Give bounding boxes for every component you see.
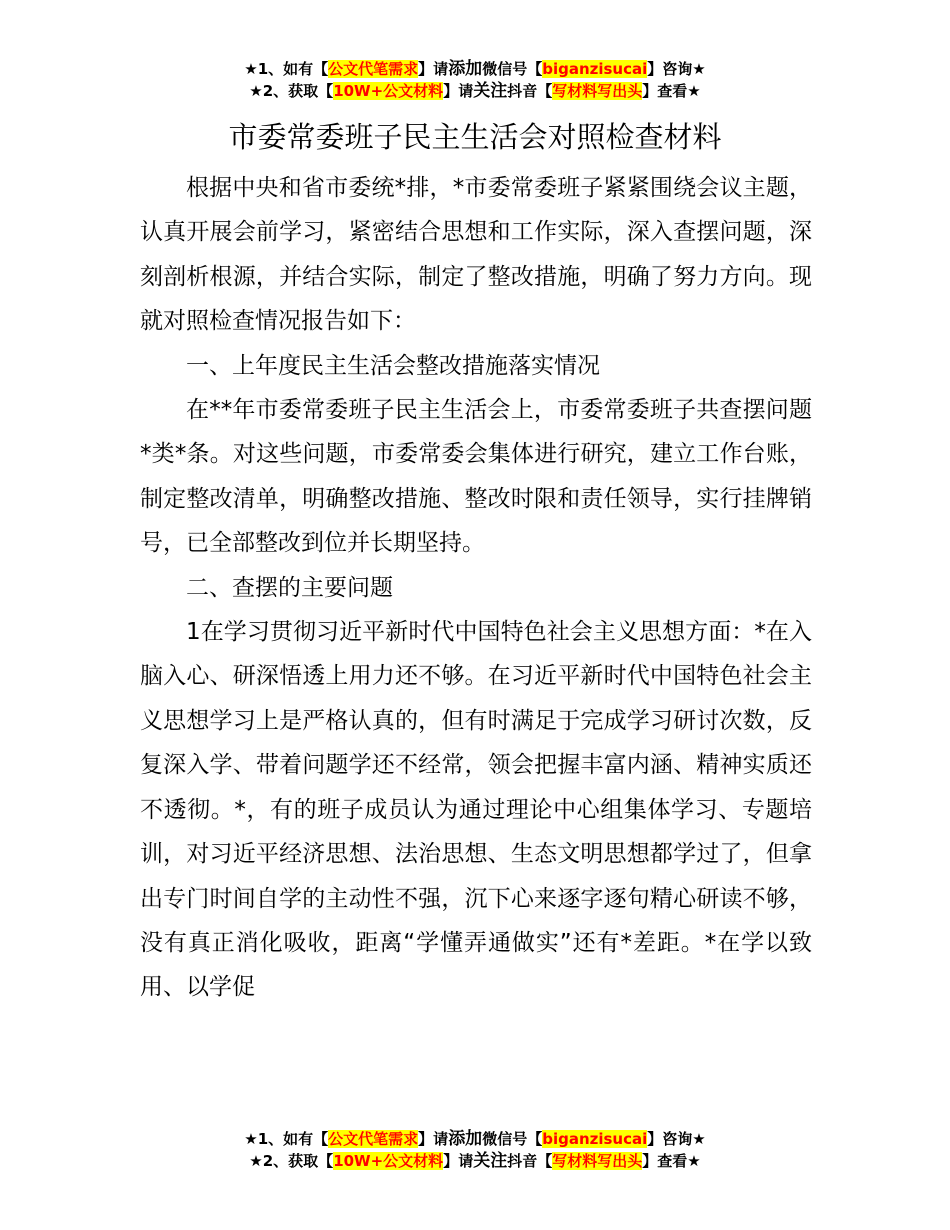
banner-text: 】查看★ [642, 1152, 701, 1170]
banner-highlight: 10W+公文材料 [333, 82, 444, 100]
banner-text: 】请 [418, 1130, 449, 1148]
banner-highlight: 写材料写出头 [552, 82, 643, 100]
banner-emphasis: 关注 [473, 81, 508, 101]
banner-text: ★2、获取【 [249, 82, 334, 100]
banner-text: 微信号【 [482, 60, 543, 78]
document-body [140, 166, 812, 1010]
banner-highlight: 写材料写出头 [552, 1152, 643, 1170]
banner-text: 】请 [443, 82, 474, 100]
banner-text: 】请 [418, 60, 449, 78]
section-heading-1: 一、上年度民主生活会整改措施落实情况 [186, 352, 600, 379]
paragraph-section-1: 在**年市委常委班子民主生活会上，市委常委班子共查摆问题*类*条。对这些问题，市委常委会集体进行研究，建立工作台账，制定整改清单，明确整改措施、整改时限和责任领导，实行挂牌销号，已全部整改到位并长期坚持。 [140, 397, 812, 557]
banner-text: 】查看★ [642, 82, 701, 100]
banner-line-1 [0, 1128, 950, 1150]
banner-text: 】请 [443, 1152, 474, 1170]
footer-banner [0, 1128, 950, 1172]
document-title: 市委常委班子民主生活会对照检查材料 [228, 120, 722, 154]
banner-text: 微信号【 [482, 1130, 543, 1148]
banner-highlight: biganzisucai [542, 60, 648, 78]
banner-text: 】咨询★ [647, 1130, 706, 1148]
banner-highlight: 公文代笔需求 [328, 1130, 419, 1148]
banner-emphasis: 关注 [473, 1151, 508, 1171]
banner-text: ★1、如有【 [244, 1130, 329, 1148]
banner-emphasis: 添加 [448, 1129, 483, 1149]
banner-text: 抖音【 [507, 1152, 553, 1170]
paragraph-section-2: 1在学习贯彻习近平新时代中国特色社会主义思想方面：*在入脑入心、研深悟透上用力还不够。在习近平新时代中国特色社会主义思想学习上是严格认真的，但有时满足于完成学习研讨次数，反复深入学、带着问题学还不经常，领会把握丰富内涵、精神实质还不透彻。*，有的班子成员认为通过理论中心组集体学习、专题培训，对习近平经济思想、法治思想、生态文明思想都学过了，但拿出专门时间自学的主动性不强，沉下心来逐字逐句精心研读不够，没有真正消化吸收，距离“学懂弄通做实”还有*差距。*在学以致用、以学促 [140, 619, 812, 1001]
banner-text: ★1、如有【 [244, 60, 329, 78]
banner-text: ★2、获取【 [249, 1152, 334, 1170]
banner-line-2 [0, 80, 950, 102]
banner-line-2 [0, 1150, 950, 1172]
banner-highlight: 10W+公文材料 [333, 1152, 444, 1170]
banner-text: 抖音【 [507, 82, 553, 100]
banner-text: 】咨询★ [647, 60, 706, 78]
paragraph-intro: 根据中央和省市委统*排，*市委常委班子紧紧围绕会议主题，认真开展会前学习，紧密结合思想和工作实际，深入查摆问题，深刻剖析根源，并结合实际，制定了整改措施，明确了努力方向。现就对照检查情况报告如下： [140, 175, 812, 335]
banner-line-1 [0, 58, 950, 80]
banner-highlight: biganzisucai [542, 1130, 648, 1148]
banner-emphasis: 添加 [448, 59, 483, 79]
header-banner [0, 58, 950, 102]
section-heading-2: 二、查摆的主要问题 [186, 574, 393, 601]
banner-highlight: 公文代笔需求 [328, 60, 419, 78]
